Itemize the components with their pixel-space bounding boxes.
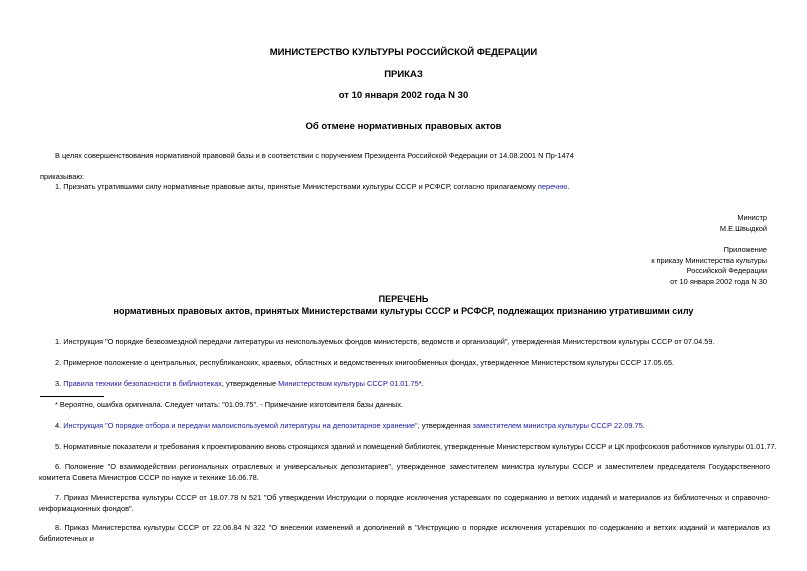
list-item-4-suffix: .	[642, 421, 645, 430]
signature-block	[720, 213, 767, 234]
ministry-link[interactable]: Министерством культуры СССР 01.01.75	[278, 379, 419, 388]
ministry-heading: МИНИСТЕРСТВО КУЛЬТУРЫ РОССИЙСКОЙ ФЕДЕРАЦИИ	[269, 47, 538, 58]
list-item-3	[55, 379, 424, 389]
instruction-link[interactable]: Инструкция "О порядке отбора и передачи малоиспользуемой литературы на депозитарное хранение"	[63, 421, 418, 430]
list-item-2: 2. Примерное положение о центральных, республиканских, краевых, областных и ведомственных книгообменных фондах, утвержденное Министерством культуры СССР 17.05.65.	[55, 358, 674, 367]
list-item-4	[55, 421, 645, 431]
date-number-heading: от 10 января 2002 года N 30	[338, 90, 469, 101]
list-item-6: 6. Положение "О взаимодействии региональных отраслевых и универсальных депозитариев", утвержденное заместителем министра культуры СССР и заместителем председателя Государственного комитета Совета Министров СССР по науке и технике 16.06.78.	[39, 462, 770, 482]
list-item-3-prefix: 3.	[55, 379, 64, 388]
order-item-1-end: .	[567, 182, 570, 191]
list-item-3-mid: , утвержденные	[221, 379, 279, 388]
list-item-3-suffix: *.	[418, 379, 424, 388]
appendix-line-3: Российской Федерации	[686, 266, 767, 275]
appendix-link[interactable]: перечню	[537, 182, 568, 191]
footnote-divider	[40, 396, 104, 397]
safety-rules-link[interactable]: Правила техники безопасности в библиотеках	[63, 379, 222, 388]
order-word: приказываю:	[40, 172, 84, 181]
deputy-minister-link[interactable]: заместителем министра культуры СССР 22.09.75	[472, 421, 643, 430]
appendix-line-4: от 10 января 2002 года N 30	[670, 276, 767, 286]
list-item-4-mid: , утвержденная	[417, 421, 473, 430]
list-title: ПЕРЕЧЕНЬ	[378, 294, 429, 304]
list-subtitle: нормативных правовых актов, принятых Министерствами культуры СССР и РСФСР, подлежащих признанию утратившими силу	[113, 306, 694, 316]
list-item-8: 8. Приказ Министерства культуры СССР от 22.06.84 N 322 "О внесении изменений и дополнений в "Инструкцию о порядке исключения устаревших по содержанию и ветхих изданий и материалов из библиотечных и	[39, 523, 770, 543]
doc-type-heading: ПРИКАЗ	[384, 69, 423, 80]
appendix-line-2: к приказу Министерства культуры	[651, 255, 767, 265]
preamble-paragraph: В целях совершенствования нормативной правовой базы и в соответствии с поручением Президента Российской Федерации от 14.08.2001 N Пр-1474	[55, 151, 574, 160]
order-item-1	[55, 182, 569, 192]
order-item-1-text: 1. Признать утратившими силу нормативные правовые акты, принятые Министерствами культуры СССР и РСФСР, согласно прилагаемому	[55, 182, 538, 191]
list-item-1: 1. Инструкция "О порядке безвозмездной передачи литературы из неиспользуемых фондов министерств, ведомств и организаций", утвержденная Министерством культуры СССР от 07.04.59.	[55, 337, 715, 346]
list-item-4-prefix: 4.	[55, 421, 64, 430]
appendix-header	[651, 245, 767, 287]
footnote: * Вероятно, ошибка оригинала. Следует читать: "01.09.75". - Примечание изготовителя базы данных.	[55, 400, 404, 409]
signature-name: М.Е.Швыдкой	[719, 223, 767, 233]
signature-position: Министр	[737, 213, 767, 222]
list-item-5: 5. Нормативные показатели и требования к проектированию вновь строящихся зданий и помещений библиотек, утвержденные Министерством культуры СССР и ЦК профсоюзов работников культуры 01.01.77.	[55, 442, 777, 451]
appendix-line-1: Приложение	[723, 245, 767, 254]
list-item-7: 7. Приказ Министерства культуры СССР от 18.07.78 N 521 "Об утверждении Инструкции о порядке исключения устаревших по содержанию и ветхих изданий и материалов из библиотечных и справочно-информационных фондов".	[39, 493, 770, 513]
document-title: Об отмене нормативных правовых актов	[305, 121, 502, 132]
